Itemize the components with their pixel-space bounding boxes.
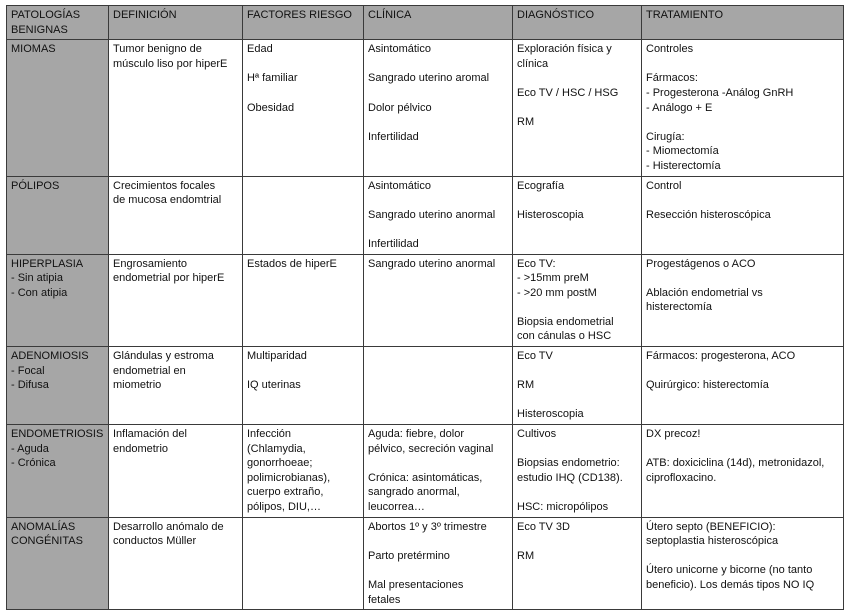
cell-line: Eco TV / HSC / HSG bbox=[517, 86, 619, 99]
table-body bbox=[7, 40, 844, 610]
cell-line: DX precoz! bbox=[646, 428, 701, 441]
cell-line: IQ uterinas bbox=[247, 379, 301, 392]
cell-line: Infertilidad bbox=[368, 237, 419, 250]
cell-line: - Focal bbox=[11, 364, 45, 377]
cell-line: estudio IHQ (CD138). bbox=[517, 471, 623, 484]
line-gap bbox=[517, 442, 637, 457]
line-gap bbox=[247, 364, 359, 379]
cell-line: Dolor pélvico bbox=[368, 101, 432, 114]
line-gap bbox=[368, 57, 508, 72]
cell-line: endometrial por hiperE bbox=[113, 272, 225, 285]
table-row bbox=[7, 425, 844, 518]
cell-line: de mucosa endomtrial bbox=[113, 194, 222, 207]
cell-line: Asintomático bbox=[368, 43, 431, 56]
table-row bbox=[7, 176, 844, 254]
cell-line: MIOMAS bbox=[11, 43, 56, 56]
clinical-cell bbox=[364, 176, 513, 254]
cell-line: pélvico, secreción vaginal bbox=[368, 442, 494, 455]
clinical-cell bbox=[364, 517, 513, 610]
risk-factors-cell bbox=[243, 347, 364, 425]
table-row bbox=[7, 347, 844, 425]
cell-line: ciprofloxacino. bbox=[646, 471, 717, 484]
cell-line: beneficio). Los demás tipos NO IQ bbox=[646, 578, 815, 591]
cell-line: Crónica: asintomáticas, bbox=[368, 471, 483, 484]
cell-line: HIPERPLASIA bbox=[11, 257, 84, 270]
cell-line: Multiparidad bbox=[247, 350, 307, 363]
header-patologias-line2: BENIGNAS bbox=[11, 23, 68, 36]
cell-line: CONGÉNITAS bbox=[11, 535, 83, 548]
header-definicion: DEFINICIÓN bbox=[109, 6, 243, 40]
cell-line: Tumor benigno de bbox=[113, 43, 202, 56]
line-gap bbox=[368, 534, 508, 549]
pathology-name bbox=[7, 347, 109, 425]
pathology-name bbox=[7, 425, 109, 518]
diagnosis-cell bbox=[513, 425, 642, 518]
cell-line: Abortos 1º y 3º trimestre bbox=[368, 520, 487, 533]
diagnosis-cell bbox=[513, 517, 642, 610]
definition-cell bbox=[109, 425, 243, 518]
cell-line: clínica bbox=[517, 57, 549, 70]
pathology-name bbox=[7, 176, 109, 254]
line-gap bbox=[646, 115, 839, 130]
cell-line: ATB: doxiciclina (14d), metronidazol, bbox=[646, 457, 825, 470]
clinical-cell bbox=[364, 425, 513, 518]
line-gap bbox=[517, 193, 637, 208]
cell-line: Sangrado uterino aromal bbox=[368, 72, 490, 85]
table-row bbox=[7, 254, 844, 347]
cell-line: endometrio bbox=[113, 442, 169, 455]
cell-line: septoplastia histeroscópica bbox=[646, 535, 779, 548]
cell-line: Sangrado uterino anormal bbox=[368, 208, 496, 221]
cell-line: - Histerectomía bbox=[646, 159, 721, 172]
cell-line: - Con atipia bbox=[11, 286, 68, 299]
cell-line: pólipos, DIU,… bbox=[247, 501, 321, 513]
cell-line: Estados de hiperE bbox=[247, 257, 337, 270]
cell-line: - Difusa bbox=[11, 379, 49, 392]
line-gap bbox=[368, 222, 508, 237]
cell-line: fetales bbox=[368, 593, 401, 606]
cell-line: Obesidad bbox=[247, 101, 295, 114]
cell-line: Eco TV bbox=[517, 350, 553, 363]
line-gap bbox=[646, 364, 839, 379]
cell-line: PÓLIPOS bbox=[11, 179, 60, 192]
cell-line: Histeroscopia bbox=[517, 408, 584, 421]
pathology-table bbox=[6, 5, 844, 610]
pathology-name bbox=[7, 517, 109, 610]
cell-line: Biopsia endometrial bbox=[517, 315, 614, 328]
cell-line: Útero septo (BENEFICIO): bbox=[646, 520, 776, 533]
cell-line: con cánulas o HSC bbox=[517, 330, 612, 343]
definition-cell bbox=[109, 347, 243, 425]
cell-line: - >15mm preM bbox=[517, 272, 589, 285]
cell-line: Crecimientos focales bbox=[113, 179, 216, 192]
treatment-cell bbox=[642, 517, 844, 610]
treatment-cell bbox=[642, 176, 844, 254]
cell-line: Aguda: fiebre, dolor bbox=[368, 428, 465, 441]
cell-line: (Chlamydia, bbox=[247, 442, 306, 455]
cell-line: Infertilidad bbox=[368, 130, 419, 143]
cell-line: conductos Müller bbox=[113, 535, 197, 548]
cell-line: Cultivos bbox=[517, 428, 557, 441]
cell-line: Eco TV 3D bbox=[517, 520, 570, 533]
cell-line: Fármacos: bbox=[646, 72, 698, 85]
pathology-name bbox=[7, 40, 109, 176]
cell-line: RM bbox=[517, 379, 535, 392]
cell-line: músculo liso por hiperE bbox=[113, 57, 228, 70]
cell-line: cuerpo extraño, bbox=[247, 486, 324, 499]
cell-line: Mal presentaciones bbox=[368, 578, 464, 591]
risk-factors-cell bbox=[243, 254, 364, 347]
definition-cell bbox=[109, 40, 243, 176]
line-gap bbox=[368, 193, 508, 208]
cell-line: histerectomía bbox=[646, 301, 713, 314]
line-gap bbox=[646, 549, 839, 564]
cell-line: gonorrhoeae; bbox=[247, 457, 313, 470]
cell-line: - Progesterona -Análog GnRH bbox=[646, 86, 794, 99]
cell-line: Resección histeroscópica bbox=[646, 208, 771, 221]
header-tratamiento: TRATAMIENTO bbox=[642, 6, 844, 40]
line-gap bbox=[517, 393, 637, 408]
cell-line: - Aguda bbox=[11, 442, 49, 455]
cell-line: Inflamación del bbox=[113, 428, 187, 441]
line-gap bbox=[368, 456, 508, 471]
cell-line: Eco TV: bbox=[517, 257, 556, 270]
cell-line: Histeroscopia bbox=[517, 208, 584, 221]
definition-cell bbox=[109, 517, 243, 610]
cell-line: Quirúrgico: histerectomía bbox=[646, 379, 769, 392]
line-gap bbox=[517, 300, 637, 315]
cell-line: Edad bbox=[247, 43, 273, 56]
clinical-cell bbox=[364, 254, 513, 347]
treatment-cell bbox=[642, 254, 844, 347]
header-factores: FACTORES RIESGO bbox=[243, 6, 364, 40]
risk-factors-cell bbox=[243, 517, 364, 610]
line-gap bbox=[646, 193, 839, 208]
cell-line: Glándulas y estroma bbox=[113, 350, 214, 363]
cell-line: Sangrado uterino anormal bbox=[368, 257, 496, 270]
cell-line: Ecografía bbox=[517, 179, 565, 192]
diagnosis-cell bbox=[513, 254, 642, 347]
line-gap bbox=[646, 271, 839, 286]
cell-line: polimicrobianas), bbox=[247, 471, 331, 484]
cell-line: Engrosamiento bbox=[113, 257, 187, 270]
cell-line: Desarrollo anómalo de bbox=[113, 520, 224, 533]
line-gap bbox=[517, 71, 637, 86]
diagnosis-cell bbox=[513, 176, 642, 254]
pathology-name bbox=[7, 254, 109, 347]
line-gap bbox=[517, 534, 637, 549]
line-gap bbox=[368, 86, 508, 101]
cell-line: Útero unicorne y bicorne (no tanto bbox=[646, 564, 813, 577]
clinical-cell bbox=[364, 347, 513, 425]
cell-line: Control bbox=[646, 179, 682, 192]
line-gap bbox=[517, 364, 637, 379]
line-gap bbox=[247, 57, 359, 72]
cell-line: HSC: micropólipos bbox=[517, 501, 609, 513]
cell-line: Progestágenos o ACO bbox=[646, 257, 756, 270]
header-diagnostico: DIAGNÓSTICO bbox=[513, 6, 642, 40]
cell-line: Ablación endometrial vs bbox=[646, 286, 763, 299]
cell-line: RM bbox=[517, 116, 535, 129]
line-gap bbox=[247, 86, 359, 101]
cell-line: - >20 mm postM bbox=[517, 286, 597, 299]
treatment-cell bbox=[642, 425, 844, 518]
definition-cell bbox=[109, 254, 243, 347]
cell-line: Controles bbox=[646, 43, 694, 56]
cell-line: - Crónica bbox=[11, 457, 56, 470]
cell-line: - Análogo + E bbox=[646, 101, 713, 114]
line-gap bbox=[646, 442, 839, 457]
cell-line: ANOMALÍAS bbox=[11, 520, 76, 533]
table-row bbox=[7, 40, 844, 176]
cell-line: leucorrea… bbox=[368, 501, 425, 513]
diagnosis-cell bbox=[513, 40, 642, 176]
header-patologias-line1: PATOLOGÍAS bbox=[11, 9, 81, 21]
line-gap bbox=[517, 101, 637, 116]
clinical-cell bbox=[364, 40, 513, 176]
definition-cell bbox=[109, 176, 243, 254]
risk-factors-cell bbox=[243, 40, 364, 176]
cell-line: Exploración física y bbox=[517, 43, 612, 56]
cell-line: Infección bbox=[247, 428, 292, 441]
cell-line: RM bbox=[517, 549, 535, 562]
header-patologias bbox=[7, 6, 109, 40]
line-gap bbox=[368, 563, 508, 578]
line-gap bbox=[646, 57, 839, 72]
cell-line: endometrial en bbox=[113, 364, 186, 377]
treatment-cell bbox=[642, 347, 844, 425]
cell-line: miometrio bbox=[113, 379, 162, 392]
header-clinica: CLÍNICA bbox=[364, 6, 513, 40]
risk-factors-cell bbox=[243, 425, 364, 518]
diagnosis-cell bbox=[513, 347, 642, 425]
treatment-cell bbox=[642, 40, 844, 176]
header-row bbox=[7, 6, 844, 40]
cell-line: Asintomático bbox=[368, 179, 431, 192]
cell-line: sangrado anormal, bbox=[368, 486, 460, 499]
table-row bbox=[7, 517, 844, 610]
cell-line: Hª familiar bbox=[247, 72, 298, 85]
cell-line: Biopsias endometrio: bbox=[517, 457, 620, 470]
risk-factors-cell bbox=[243, 176, 364, 254]
cell-line: Cirugía: bbox=[646, 130, 685, 143]
line-gap bbox=[517, 485, 637, 500]
cell-line: Fármacos: progesterona, ACO bbox=[646, 350, 796, 363]
cell-line: ADENOMIOSIS bbox=[11, 350, 89, 363]
cell-line: Parto pretérmino bbox=[368, 549, 450, 562]
cell-line: - Sin atipia bbox=[11, 272, 63, 285]
cell-line: ENDOMETRIOSIS bbox=[11, 428, 104, 441]
line-gap bbox=[368, 115, 508, 130]
cell-line: - Miomectomía bbox=[646, 145, 719, 158]
